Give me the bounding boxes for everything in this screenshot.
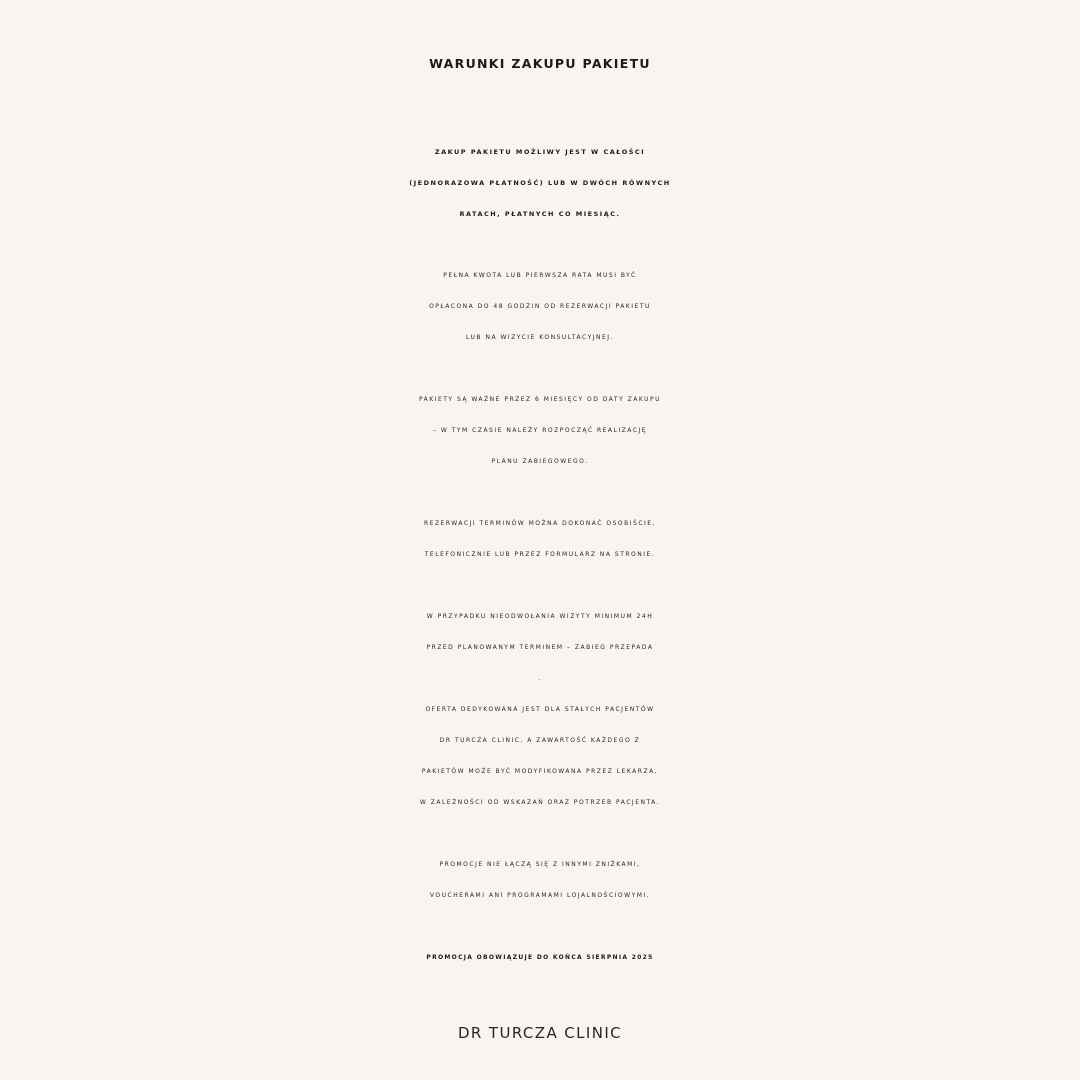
paragraph-line: OPŁACONA DO 48 GODZIN OD REZERWACJI PAKIETU (429, 303, 651, 310)
paragraph-line: OFERTA DEDYKOWANA JEST DLA STAŁYCH PACJENTÓW (425, 706, 655, 713)
intro-line: RATACH, PŁATNYCH CO MIESIĄC. (459, 210, 621, 218)
paragraph-line: PAKIETY SĄ WAŻNE PRZEZ 6 MIESIĘCY OD DATY ZAKUPU (418, 396, 662, 403)
paragraph-line: W PRZYPADKU NIEODWOŁANIA WIZYTY MINIMUM 24H (426, 613, 654, 620)
paragraph-line: PRZED PLANOWANYM TERMINEM – ZABIEG PRZEPADA (426, 644, 654, 651)
paragraph-line: TELEFONICZNIE LUB PRZEZ FORMULARZ NA STRONIE. (424, 551, 656, 558)
paragraph-line: LUB NA WIZYCIE KONSULTACYJNEJ. (466, 334, 614, 341)
paragraph-line: – W TYM CZASIE NALEŻY ROZPOCZĄĆ REALIZACJĘ (432, 427, 648, 434)
paragraph-line: DR TURCZA CLINIC, A ZAWARTOŚĆ KAŻDEGO Z (439, 737, 641, 744)
intro-line: ZAKUP PAKIETU MOŻLIWY JEST W CAŁOŚCI (434, 148, 646, 156)
paragraph-line: . (538, 675, 542, 682)
paragraph-line: REZERWACJI TERMINÓW MOŻNA DOKONAĆ OSOBIŚCIE, (423, 520, 657, 527)
paragraph-line: PAKIETÓW MOŻE BYĆ MODYFIKOWANA PRZEZ LEKARZA, (421, 768, 659, 775)
page-title: WARUNKI ZAKUPU PAKIETU (429, 56, 651, 71)
intro-line: (JEDNORAZOWA PŁATNOŚĆ) LUB W DWÓCH RÓWNYCH (409, 179, 671, 187)
paragraph-line: PEŁNA KWOTA LUB PIERWSZA RATA MUSI BYĆ (443, 272, 637, 279)
clinic-name-footer: DR TURCZA CLINIC (457, 1024, 623, 1042)
paragraph-line: W ZALEŻNOŚCI OD WSKAZAŃ ORAZ POTRZEB PACJENTA. (419, 799, 661, 806)
paragraph-line: VOUCHERAMI ANI PROGRAMAMI LOJALNOŚCIOWYMI. (429, 892, 651, 899)
paragraph-line: PLANU ZABIEGOWEGO. (491, 458, 589, 465)
promotion-deadline: PROMOCJA OBOWIĄZUJE DO KOŃCA SIERPNIA 2025 (426, 954, 654, 961)
paragraph-line: PROMOCJE NIE ŁĄCZĄ SIĘ Z INNYMI ZNIŻKAMI, (439, 861, 641, 868)
